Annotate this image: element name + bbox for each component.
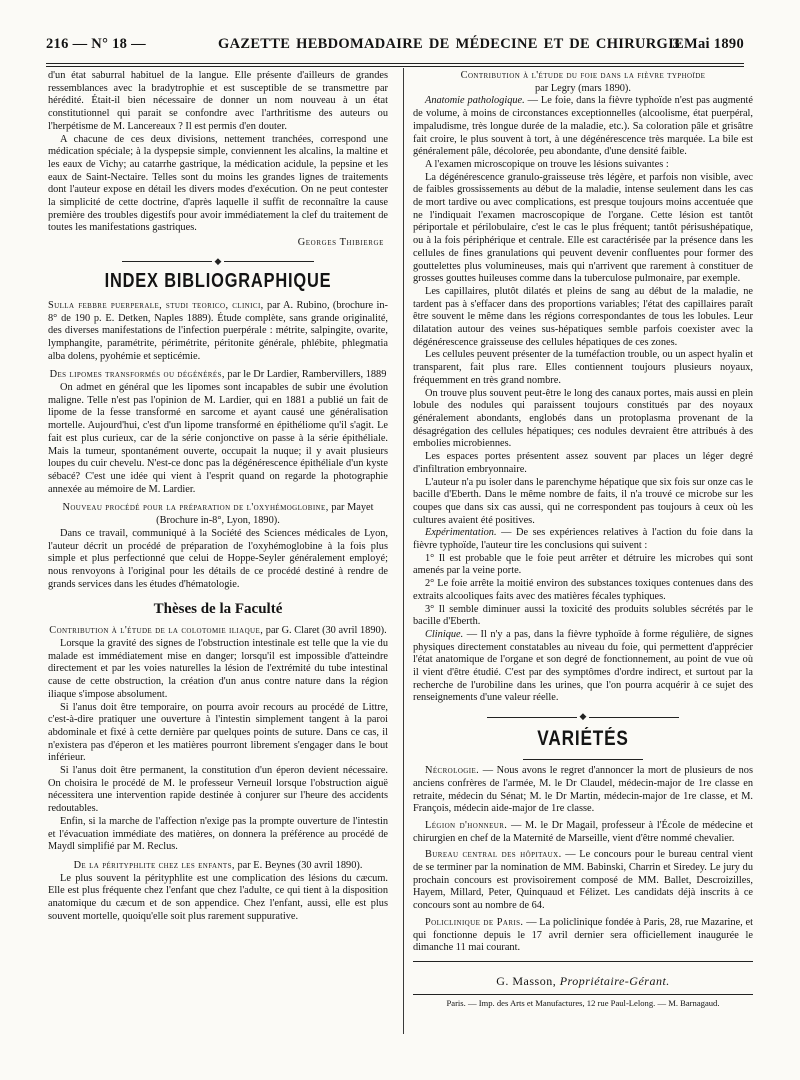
index-entry-head: Nouveau procédé pour la préparation de l'oxyhémoglobine, par Mayet (Brochure in-8°, Lyon, 1890). <box>62 502 374 527</box>
contribution-paragraph: A l'examen microscopique on trouve les lésions suivantes : <box>425 158 669 170</box>
index-entry-head: Sulla febbre puerperale, studi teorico, clinici, par A. Rubino, (brochure in-8° de 190 p. E. Detken, Naples 1889). Étude complète, sans grande originalité, des diverses manifestations de l'infection puerpérale : métrite, salpingite, ovarite, lymphangite, paramétrite, périmétrite, péritonite générale, phlébite, phlegmatia alba dolens, pyohémie et septicémie. <box>48 299 388 362</box>
title-rule <box>523 759 643 760</box>
thesis-paragraph: Le plus souvent la pérityphlite est une complication des lésions du cæcum. Elle est plus fréquente chez l'enfant que chez l'adulte, ce qui tient à la disposition anatomique du cæcum et de son appendice. Chez l'enfant, aussi, elle est plus souvent mortelle, quoiqu'elle soit plus rarement suppurative. <box>48 872 388 922</box>
intro-paragraph: d'un état saburral habituel de la langue. Elle présente d'ailleurs de grandes ressemblances avec la bradytrophie et est susceptible de se transmettre par hérédité. Était-il bien nécessaire de donner un nom nouveau à un état constitutionnel qui parait se confondre avec l'arthritisme des auteurs ou l'herpétisme de M. Lancereaux ? Il est permis d'en douter. <box>48 70 388 132</box>
author-signature: Georges Thibierge <box>297 237 384 249</box>
contribution-paragraph: 2° Le foie arrête la moitié environ des substances toxiques contenues dans des extraits alcooliques faits avec des matières fécales typhiques. <box>413 578 753 602</box>
varietes-item: Légion d'honneur. — M. le Dr Magail, professeur à l'École de médecine et chirurgien en chef de la Maternité de Marseille, vient d'être nommé chevalier. <box>413 819 754 844</box>
header-rule-double <box>46 66 744 67</box>
issue-date: 3 Mai 1890 <box>672 36 744 52</box>
contribution-head: Contribution à l'étude du foie dans la fièvre typhoïde par Legry (mars 1890). <box>460 70 706 94</box>
publisher-line: G. Masson, Propriétaire-Gérant. <box>496 974 670 988</box>
index-entry-body: On admet en général que les lipomes sont incapables de subir une évolution maligne. Telle n'est pas l'opinion de M. Lardier, qui en 1881 a publié un fait de lipome de la fesse transformé en sarcome et ayant causé une généralisation mortelle. Aujourd'hui, c'est d'un lipome transformé en épithéliome qu'il s'agit. Le fait est plus curieux, car de la série conjonctive on passe à la série épithéliale. Mais la tumeur, spontanément ouverte, occupait la nuque; il y avait plusieurs loupes du cuir chevelu. N'est-ce donc pas la dégénérescence épithéliale d'un kyste sébacé? C'est une idée qui vient à l'esprit quand on regarde la photographie annexée au mémoire de M. Lardier. <box>48 382 388 495</box>
contribution-paragraph: Les espaces portes présentent assez souvent par places un léger degré d'infiltration embryonnaire. <box>413 451 753 475</box>
thesis-head: Contribution à l'étude de la colotomie iliaque, par G. Claret (30 avril 1890). <box>49 625 387 637</box>
right-column <box>413 70 753 1009</box>
intro-paragraph: A chacune de ces deux divisions, nettement tranchées, correspond une médication spéciale; à la dyspepsie simple, conviennent les alcalins, la maltine et les eaux de Vichy; au catarrhe gastrique, la médication acidule, la pepsine et les eaux de Saint-Nectaire. Telles sont du moins les grandes lignes de traitements dont l'auteur expose en détail les divers modes d'exécution. On ne peut contester la simplicité de cette doctrine, d'après laquelle il suffit de reconnaître la cause première des troubles digestifs pour avoir immédiatement la clef du traitement de toutes les manifestations gastriques. <box>48 133 388 234</box>
section-ornament: ◆ <box>48 256 388 266</box>
thesis-paragraph: Si l'anus doit être temporaire, on pourra avoir recours au procédé de Littre, c'est-à-dire pratiquer une ouverture à l'intestin simplement tangent à la paroi abdominale et fixé à cette dernière par quelques points de suture. Dans ce cas, il n'existera pas d'éperon et les matières pourront librement s'engager dans le bout inférieur. <box>48 701 388 764</box>
varietes-item: Policlinique de Paris. — La policlinique fondée à Paris, 28, rue Mazarine, et qui fonctionne depuis le 17 avril dernier sera officiellement inaugurée le dimanche 11 mai courant. <box>413 916 753 954</box>
index-title: INDEX BIBLIOGRAPHIQUE <box>104 269 332 292</box>
contribution-paragraph: Les capillaires, plutôt dilatés et pleins de sang au début de la maladie, ne tardent pas à s'effacer dans des proportions variables; l'état des capillaires paraît être souvent le même dans les régions correspondantes de tous les lobules. Leur dilatation autour des veines sus-hépatiques semble parfois coexister avec la dégénérescence graisseuse des cellules hépatiques de ces zones. <box>413 285 753 348</box>
varietes-title: VARIÉTÉS <box>537 727 629 751</box>
running-header <box>46 30 744 58</box>
closing-rule <box>413 961 753 962</box>
journal-title: GAZETTE HEBDOMADAIRE DE MÉDECINE ET DE CHIRURGIE <box>218 36 685 52</box>
varietes-item: Bureau central des hôpitaux. — Le concours pour le bureau central vient de se terminer par la nomination de MM. Babinski, Charrin et Siredey. Le jury du prochain concours est provisoirement composé de MM. Ballet, Descroizilles, Hayem, Millard, Peter, Quinquaud et Félizet. Les candidats déjà inscrits à ce concours sont au nombre de 64. <box>413 849 753 912</box>
page-number: 216 — N° 18 — <box>46 36 146 52</box>
thesis-paragraph: Enfin, si la marche de l'affection n'exige pas la prompte ouverture de l'intestin et l'évacuation immédiate des matières, on donnera la préférence au procédé de Maydl simplifié par M. Reclus. <box>48 815 388 853</box>
contribution-paragraph: Clinique. — Il n'y a pas, dans la fièvre typhoïde à forme régulière, de signes physiques directement constatables au niveau du foie, qui permettent d'apprécier l'état anatomique de l'organe et son degré de fonctionnement, au point de vue où il vient d'être étudié. C'est par des symptômes d'ordre indirect, et surtout par la recherche de l'urobiline dans les urines, que l'on pourra acquérir à ce sujet des renseignements d'une valeur réelle. <box>413 628 753 704</box>
header-rule <box>46 63 744 64</box>
left-column <box>48 70 388 923</box>
thesis-paragraph: Lorsque la gravité des signes de l'obstruction intestinale est telle que la vie du malade est immédiatement mise en danger; lorsqu'il est impossible d'atteindre directement et par les voies naturelles la lésion de l'extrémité du tube intestinal cause de cette obstruction, la création d'un anus contre nature dans la région iliaque s'impose absolument. <box>48 638 388 700</box>
index-entry-body: Dans ce travail, communiqué à la Société des Sciences médicales de Lyon, l'auteur décrit un procédé de préparation de l'oxyhémoglobine à la fois plus simple et plus perfectionné que celui de Hoppe-Seyler généralement employé; nous renvoyons à l'original pour les détails de ce procédé destiné à rendre de grands services dans les études d'hématologie. <box>48 527 388 590</box>
thesis-head: De la pérityphlite chez les enfants, par E. Beynes (30 avril 1890). <box>73 859 363 871</box>
contribution-paragraph: Expérimentation. — De ses expériences relatives à l'action du foie dans la fièvre typhoïde, l'auteur tire les conclusions qui suivent : <box>413 527 753 552</box>
contribution-paragraph: La dégénérescence granulo-graisseuse très légère, et parfois non visible, avec de faibles grossissements au début de la maladie, intense seulement dans les cas de mort tardive ou avec complications, est presque toujours moins accentuée que ne l'indiquait l'examen macroscopique de l'organe. Cette lésion est tantôt périportale et périlobulaire, c'est le cas le plus fréquent; tantôt périsushépatique, ou à la fois périphérique et centrale. Elle est caractérisée par la présence dans les cellules de fines granulations qui peuvent devenir confluentes pour former des gouttelettes plus volumineuses, mais qui n'arrivent que rarement à constituer de grosses gouttes huileuses comme dans la tuberculose pulmonaire, par exemple. <box>413 171 753 285</box>
section-ornament: ◆ <box>413 711 753 721</box>
index-entry-head: Des lipomes transformés ou dégénérés, par le Dr Lardier, Rambervillers, 1889 <box>49 369 387 381</box>
contribution-paragraph: L'auteur n'a pu isoler dans le parenchyme hépatique que six fois sur onze cas le bacille d'Eberth. Dans le même nombre de faits, il n'a trouvé ce microbe sur les coupes que dans six cas aussi, qui ne correspondent pas toujours à ceux où les cultures avaient été positives. <box>413 476 753 526</box>
thesis-paragraph: Si l'anus doit être permanent, la constitution d'un éperon devient nécessaire. On choisira le procédé de M. le professeur Verneuil lorsque l'obstruction aiguë nécessitera une intervention rapide destinée à conjurer sur l'heure des accidents redoutables. <box>48 765 388 815</box>
imprint-line: Paris. — Imp. des Arts et Manufactures, 12 rue Paul-Lelong. — M. Barnagaud. <box>413 994 753 1009</box>
varietes-item: Nécrologie. — Nous avons le regret d'annoncer la mort de plusieurs de nos anciens confrères de l'armée, M. le Dr Claudel, médecin-major de 1re classe en retraite, médecin du Sénat; M. le Dr Martin, médecin-major de 1re classe, et M. François, médecin aide-major de 1re classe. <box>413 765 753 815</box>
column-divider <box>403 68 404 1034</box>
contribution-paragraph: 1° Il est probable que le foie peut arrêter et détruire les microbes qui sont amenés par la veine porte. <box>413 552 753 577</box>
contribution-paragraph: Anatomie pathologique. — Le foie, dans la fièvre typhoïde n'est pas augmenté de volume, à moins de circonstances exceptionnelles (alcoolisme, état puerpéral, impaludisme, très longue durée de la maladie, etc.). Sa coloration pâle et grisâtre fait croire, le plus souvent à tort, à une dégénérescence très marquée. La bile est généralement pâle, décolorée, peu abondante, d'une densité faible. <box>413 95 754 158</box>
contribution-paragraph: On trouve plus souvent peut-être le long des canaux portes, mais aussi en plein lobule des nodules qui paraissent toujours constitués par des noyaux généralement abondants, englobés dans un protoplasma provenant de la désagrégation des cellules hépatiques; ces nodules devraient être attribués à des embolies microbiennes. <box>413 387 753 450</box>
contribution-paragraph: Les cellules peuvent présenter de la tuméfaction trouble, ou un aspect hyalin et transparent, fait plus rare. Elles contiennent toujours plusieurs noyaux, fréquemment en très grand nombre. <box>413 349 753 386</box>
contribution-paragraph: 3° Il semble diminuer aussi la toxicité des produits solubles sécrétés par le bacille d'Eberth. <box>413 603 753 628</box>
theses-title: Thèses de la Faculté <box>153 601 283 618</box>
